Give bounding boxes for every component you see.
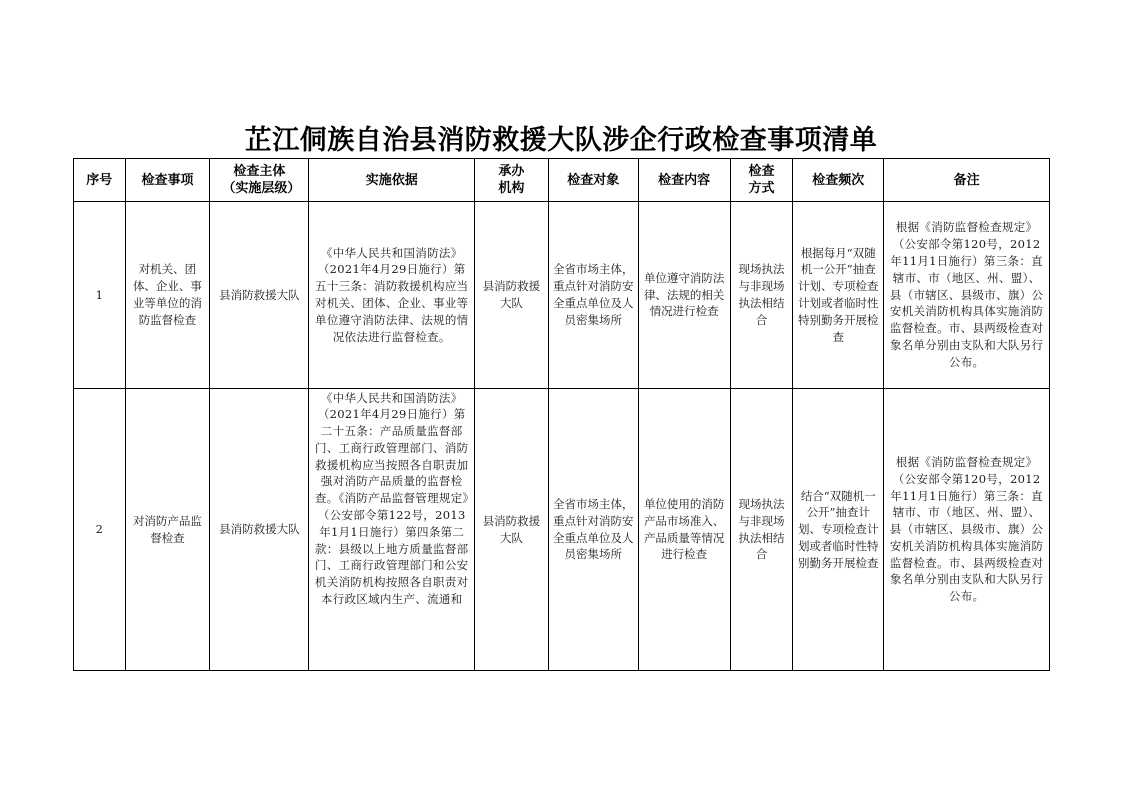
cell-no: 1 xyxy=(74,202,126,389)
cell-method: 现场执法与非现场执法相结合 xyxy=(730,202,793,389)
header-item: 检查事项 xyxy=(125,159,210,202)
cell-target: 全省市场主体，重点针对消防安全重点单位及人员密集场所 xyxy=(548,389,638,671)
header-note: 备注 xyxy=(884,159,1050,202)
header-row xyxy=(74,159,1050,202)
cell-frequency: 根据每月“双随机一公开”抽查计划、专项检查计划或者临时性特别勤务开展检查 xyxy=(793,202,884,389)
cell-subject: 县消防救援大队 xyxy=(210,202,309,389)
cell-agency: 县消防救援大队 xyxy=(475,389,549,671)
cell-item: 对消防产品监督检查 xyxy=(125,389,210,671)
page-title: 芷江侗族自治县消防救援大队涉企行政检查事项清单 xyxy=(244,125,878,156)
header-target: 检查对象 xyxy=(548,159,638,202)
header-subject: 检查主体（实施层级） xyxy=(210,159,309,202)
table-row xyxy=(74,389,1050,671)
header-content: 检查内容 xyxy=(638,159,730,202)
header-method: 检查方式 xyxy=(730,159,793,202)
cell-no: 2 xyxy=(74,389,126,671)
cell-item: 对机关、团体、企业、事业等单位的消防监督检查 xyxy=(125,202,210,389)
cell-basis-text: 《中华人民共和国消防法》（2021年4月29日施行）第二十五条：产品质量监督部门、工商行政管理部门、消防救援机构应当按照各自职责加强对消防产品质量的监督检查。《消防产品监督管理规定》（公安部令第122号，2013年1月1日施行）第四条第二款：县级以上地方质量监督部门、工商行政管理部门和公安机关消防机构按照各自职责对本行政区域内生产、流通和 xyxy=(314,390,469,607)
cell-content: 单位使用的消防产品市场准入、产品质量等情况进行检查 xyxy=(638,389,730,671)
header-no: 序号 xyxy=(74,159,126,202)
inspection-table xyxy=(73,158,1050,671)
cell-note: 根据《消防监督检查规定》（公安部令第120号，2012年11月1日施行）第三条：直辖市、市（地区、州、盟）、县（市辖区、县级市、旗）公安机关消防机构具体实施消防监督检查。市、县两级检查对象名单分别由支队和大队另行公布。 xyxy=(884,389,1050,671)
cell-subject: 县消防救援大队 xyxy=(210,389,309,671)
cell-method: 现场执法与非现场执法相结合 xyxy=(730,389,793,671)
header-basis: 实施依据 xyxy=(309,159,475,202)
cell-note: 根据《消防监督检查规定》（公安部令第120号，2012年11月1日施行）第三条：直辖市、市（地区、州、盟）、县（市辖区、县级市、旗）公安机关消防机构具体实施消防监督检查。市、县两级检查对象名单分别由支队和大队另行公布。 xyxy=(884,202,1050,389)
header-frequency: 检查频次 xyxy=(793,159,884,202)
cell-basis: 《中华人民共和国消防法》（2021年4月29日施行）第五十三条：消防救援机构应当对机关、团体、企业、事业等单位遵守消防法律、法规的情况依法进行监督检查。 xyxy=(309,202,475,389)
cell-agency: 县消防救援大队 xyxy=(475,202,549,389)
cell-basis xyxy=(309,389,475,671)
header-agency: 承办机构 xyxy=(475,159,549,202)
cell-content: 单位遵守消防法律、法规的相关情况进行检查 xyxy=(638,202,730,389)
cell-target: 全省市场主体，重点针对消防安全重点单位及人员密集场所 xyxy=(548,202,638,389)
cell-frequency: 结合“双随机一公开”抽查计划、专项检查计划或者临时性特别勤务开展检查 xyxy=(793,389,884,671)
table-row xyxy=(74,202,1050,389)
